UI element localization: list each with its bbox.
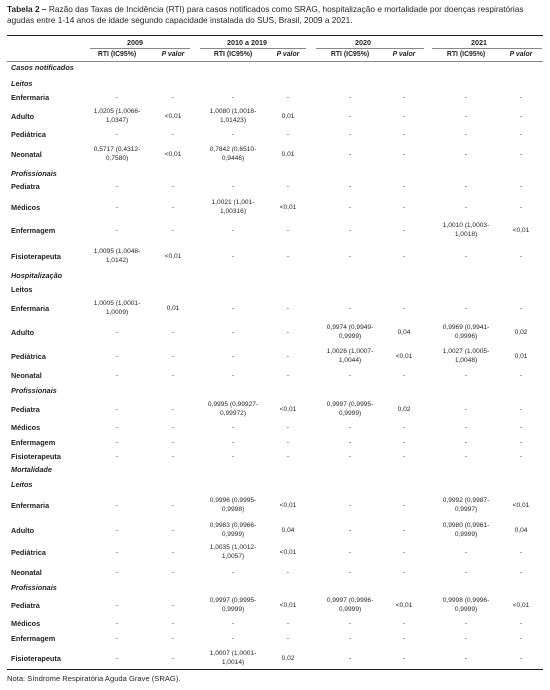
p-value-cell: 0,01 [166, 305, 180, 312]
rti-cell: - [464, 635, 468, 642]
p-value-cell: - [402, 620, 406, 627]
row-label: Enfermaria [11, 93, 50, 102]
rti-cell: - [464, 94, 468, 101]
rti-cell: 1,0035 (1,0012-1,0057) [209, 544, 257, 560]
p-value-cell: - [519, 113, 523, 120]
p-value-cell: - [171, 602, 175, 609]
year-rule-2009 [90, 48, 190, 49]
rti-cell: 0,9996 (0,9995-0,9998) [209, 497, 257, 513]
rti-cell: - [231, 227, 235, 234]
rti-cell: - [231, 453, 235, 460]
row-label: Leitos [11, 480, 33, 489]
rti-cell: 1,0010 (1,0003-1,0018) [442, 222, 490, 238]
row-label: Fisioterapeuta [11, 452, 61, 461]
p-value-cell: - [286, 569, 290, 576]
rti-cell: - [464, 253, 468, 260]
rti-cell: 0,9997 (0,9995-0,9999) [209, 597, 257, 613]
p-value-cell: - [171, 94, 175, 101]
row-label: Enfermaria [11, 304, 50, 313]
rti-cell: - [464, 204, 468, 211]
p-value-cell: - [402, 113, 406, 120]
rti-cell: - [115, 372, 119, 379]
col-header-p: P valor [276, 51, 300, 58]
row-label: Neonatal [11, 150, 42, 159]
rti-cell: - [464, 655, 468, 662]
rti-cell: 1,0005 (1,0001-1,0009) [93, 300, 141, 316]
rti-cell: - [115, 602, 119, 609]
col-header-p: P valor [161, 51, 185, 58]
rti-cell: 0,9995 (0,99927-0,99972) [207, 401, 259, 417]
row-label: Profissionais [11, 169, 57, 178]
p-value-cell: - [171, 439, 175, 446]
p-value-cell: - [286, 305, 290, 312]
rti-cell: - [115, 569, 119, 576]
p-value-cell: - [286, 227, 290, 234]
year-rule-2021 [432, 48, 542, 49]
p-value-cell: <0,01 [164, 151, 182, 158]
p-value-cell: <0,01 [279, 602, 297, 609]
p-value-cell: - [171, 453, 175, 460]
p-value-cell: - [519, 253, 523, 260]
rti-cell: - [348, 94, 352, 101]
p-value-cell: - [286, 329, 290, 336]
year-header-2010-2019: 2010 a 2019 [227, 38, 267, 47]
year-rule-2010-2019 [200, 48, 306, 49]
rti-cell: - [348, 305, 352, 312]
rti-cell: - [115, 655, 119, 662]
rti-cell: - [231, 569, 235, 576]
row-label: Médicos [11, 423, 41, 432]
p-value-cell: - [171, 424, 175, 431]
rti-cell: - [231, 183, 235, 190]
p-value-cell: 0,02 [397, 406, 411, 413]
table-caption [7, 4, 543, 26]
row-label: Enfermagem [11, 634, 56, 643]
p-value-cell: - [519, 305, 523, 312]
p-value-cell: - [286, 253, 290, 260]
p-value-cell: - [171, 655, 175, 662]
p-value-cell: - [402, 439, 406, 446]
rti-cell: - [348, 569, 352, 576]
row-label: Pediátrica [11, 352, 46, 361]
p-value-cell: - [519, 635, 523, 642]
rti-cell: - [115, 424, 119, 431]
col-header-rti: RTI (IC95%) [213, 51, 253, 58]
rti-cell: - [348, 655, 352, 662]
row-label: Leitos [11, 285, 33, 294]
rti-cell: - [115, 502, 119, 509]
rti-cell: 0,9969 (0,9941-0,9996) [442, 324, 490, 340]
rti-cell: 0,9980 (0,9961-0,9999) [442, 522, 490, 538]
year-header-2021: 2021 [471, 38, 487, 47]
rti-cell: - [464, 372, 468, 379]
rti-cell: - [115, 620, 119, 627]
p-value-cell: - [519, 453, 523, 460]
rti-cell: - [115, 439, 119, 446]
p-value-cell: - [402, 424, 406, 431]
p-value-cell: - [519, 204, 523, 211]
rti-cell: - [348, 527, 352, 534]
row-label: Adulto [11, 526, 35, 535]
col-header-rti: RTI (IC95%) [330, 51, 370, 58]
p-value-cell: - [171, 329, 175, 336]
p-value-cell: - [402, 569, 406, 576]
p-value-cell: <0,01 [512, 502, 530, 509]
caption-label: Tabela 2 – [7, 4, 47, 14]
p-value-cell: - [402, 227, 406, 234]
p-value-cell: <0,01 [279, 549, 297, 556]
rti-cell: - [115, 131, 119, 138]
rti-cell: - [464, 569, 468, 576]
table-top-rule [7, 35, 543, 36]
rti-cell: - [115, 329, 119, 336]
p-value-cell: - [286, 131, 290, 138]
row-label: Enfermagem [11, 226, 56, 235]
rti-cell: - [464, 305, 468, 312]
p-value-cell: - [519, 655, 523, 662]
p-value-cell: 0,01 [514, 353, 528, 360]
rti-cell: - [464, 131, 468, 138]
p-value-cell: - [402, 183, 406, 190]
col-header-p: P valor [392, 51, 416, 58]
p-value-cell: <0,01 [395, 602, 413, 609]
rti-cell: - [348, 424, 352, 431]
p-value-cell: - [402, 131, 406, 138]
rti-cell: - [348, 183, 352, 190]
table-bottom-rule [7, 669, 543, 670]
p-value-cell: 0,04 [514, 527, 528, 534]
col-header-rti: RTI (IC95%) [446, 51, 486, 58]
table-note: Nota: Síndrome Respiratória Aguda Grave (SRAG). [7, 674, 181, 683]
p-value-cell: 0,04 [281, 527, 295, 534]
p-value-cell: - [402, 453, 406, 460]
p-value-cell: - [519, 183, 523, 190]
p-value-cell: - [519, 151, 523, 158]
rti-cell: - [231, 372, 235, 379]
row-label: Pediatra [11, 601, 40, 610]
p-value-cell: - [286, 620, 290, 627]
p-value-cell: 0,02 [514, 329, 528, 336]
rti-cell: - [115, 94, 119, 101]
row-label: Fisioterapeuta [11, 252, 61, 261]
p-value-cell: - [402, 372, 406, 379]
row-label: Adulto [11, 112, 35, 121]
p-value-cell: <0,01 [512, 602, 530, 609]
row-label: Hospitalização [11, 271, 63, 280]
p-value-cell: - [402, 502, 406, 509]
row-label: Adulto [11, 328, 35, 337]
rti-cell: - [348, 453, 352, 460]
rti-cell: 0,7842 (0,6510-0,9446) [209, 146, 257, 162]
row-label: Profissionais [11, 583, 57, 592]
p-value-cell: <0,01 [279, 502, 297, 509]
p-value-cell: - [171, 372, 175, 379]
p-value-cell: <0,01 [164, 113, 182, 120]
p-value-cell: - [402, 549, 406, 556]
rti-cell: - [348, 620, 352, 627]
rti-cell: - [231, 253, 235, 260]
p-value-cell: - [286, 353, 290, 360]
rti-cell: - [348, 635, 352, 642]
rti-cell: - [464, 183, 468, 190]
rti-cell: - [464, 620, 468, 627]
row-label: Fisioterapeuta [11, 654, 61, 663]
p-value-cell: - [171, 635, 175, 642]
p-value-cell: - [286, 94, 290, 101]
rti-cell: - [464, 439, 468, 446]
year-header-2009: 2009 [127, 38, 143, 47]
rti-cell: - [231, 620, 235, 627]
header-bottom-rule [7, 61, 543, 62]
rti-cell: - [348, 204, 352, 211]
p-value-cell: - [171, 353, 175, 360]
p-value-cell: - [519, 406, 523, 413]
rti-cell: - [348, 372, 352, 379]
p-value-cell: - [171, 502, 175, 509]
p-value-cell: - [519, 424, 523, 431]
rti-cell: - [464, 406, 468, 413]
rti-cell: - [464, 549, 468, 556]
p-value-cell: - [171, 131, 175, 138]
p-value-cell: - [171, 620, 175, 627]
p-value-cell: - [171, 549, 175, 556]
p-value-cell: - [402, 151, 406, 158]
rti-cell: - [115, 549, 119, 556]
row-label: Neonatal [11, 371, 42, 380]
col-header-rti: RTI (IC95%) [97, 51, 137, 58]
rti-cell: - [115, 406, 119, 413]
rti-cell: - [464, 113, 468, 120]
year-header-2020: 2020 [355, 38, 371, 47]
rti-cell: - [464, 151, 468, 158]
p-value-cell: - [171, 406, 175, 413]
rti-cell: - [115, 635, 119, 642]
rti-cell: - [231, 94, 235, 101]
rti-cell: - [348, 227, 352, 234]
p-value-cell: - [286, 372, 290, 379]
row-label: Leitos [11, 79, 33, 88]
p-value-cell: - [286, 424, 290, 431]
p-value-cell: - [286, 635, 290, 642]
rti-cell: 1,0205 (1,0066-1,0347) [93, 108, 141, 124]
rti-cell: 0,9992 (0,9987-0,9997) [442, 497, 490, 513]
rti-cell: - [231, 635, 235, 642]
caption-text: Razão das Taxas de Incidência (RTI) para casos notificados como SRAG, hospitalização e mortalidade por doenças respiratórias agudas entre 1-14 anos de idade segundo capacidade instalada do SUS, Brasil, 2009 a 2021. [7, 4, 524, 25]
p-value-cell: <0,01 [164, 253, 182, 260]
rti-cell: 0,9997 (0,9996-0,9999) [326, 597, 374, 613]
p-value-cell: - [402, 305, 406, 312]
p-value-cell: - [402, 655, 406, 662]
rti-cell: - [231, 305, 235, 312]
rti-cell: - [348, 502, 352, 509]
rti-cell: 0,5717 (0,4312-0,7580) [93, 146, 141, 162]
rti-cell: - [231, 439, 235, 446]
p-value-cell: <0,01 [395, 353, 413, 360]
rti-cell: - [231, 353, 235, 360]
p-value-cell: - [402, 94, 406, 101]
p-value-cell: - [286, 453, 290, 460]
rti-cell: - [348, 113, 352, 120]
row-label: Pediatra [11, 182, 40, 191]
rti-cell: - [464, 453, 468, 460]
rti-cell: - [115, 453, 119, 460]
p-value-cell: - [402, 204, 406, 211]
row-label: Médicos [11, 619, 41, 628]
row-label: Profissionais [11, 386, 57, 395]
p-value-cell: - [402, 253, 406, 260]
p-value-cell: - [171, 183, 175, 190]
row-label: Enfermagem [11, 438, 56, 447]
rti-cell: 0,9983 (0,9966-0,9999) [209, 522, 257, 538]
p-value-cell: - [286, 439, 290, 446]
row-label: Pediátrica [11, 130, 46, 139]
p-value-cell: - [171, 569, 175, 576]
rti-cell: - [348, 131, 352, 138]
p-value-cell: - [519, 94, 523, 101]
p-value-cell: - [519, 569, 523, 576]
p-value-cell: - [519, 131, 523, 138]
p-value-cell: - [286, 183, 290, 190]
rti-cell: - [348, 439, 352, 446]
row-label: Enfermaria [11, 501, 50, 510]
row-label: Neonatal [11, 568, 42, 577]
p-value-cell: - [171, 227, 175, 234]
rti-cell: - [464, 424, 468, 431]
p-value-cell: - [519, 620, 523, 627]
p-value-cell: - [402, 527, 406, 534]
row-label: Pediátrica [11, 548, 46, 557]
rti-cell: - [231, 329, 235, 336]
row-label: Mortalidade [11, 465, 52, 474]
rti-cell: 1,0027 (1,0005-1,0048) [442, 348, 490, 364]
rti-cell: - [115, 183, 119, 190]
row-label: Pediatra [11, 405, 40, 414]
p-value-cell: 0,01 [281, 151, 295, 158]
p-value-cell: <0,01 [512, 227, 530, 234]
rti-cell: 1,0080 (1,0018-1,01423) [209, 108, 257, 124]
rti-cell: - [115, 227, 119, 234]
rti-cell: - [115, 204, 119, 211]
rti-cell: - [231, 424, 235, 431]
p-value-cell: 0,04 [397, 329, 411, 336]
p-value-cell: 0,01 [281, 113, 295, 120]
rti-cell: 1,0026 (1,0007-1,0044) [326, 348, 374, 364]
rti-cell: - [115, 353, 119, 360]
p-value-cell: <0,01 [279, 406, 297, 413]
p-value-cell: - [171, 527, 175, 534]
col-header-p: P valor [509, 51, 533, 58]
row-label: Médicos [11, 203, 41, 212]
row-label: Casos notificados [11, 63, 74, 72]
p-value-cell: 0,02 [281, 655, 295, 662]
rti-cell: - [231, 131, 235, 138]
p-value-cell: - [519, 549, 523, 556]
rti-cell: - [115, 527, 119, 534]
rti-cell: 0,9997 (0,9995-0,9999) [326, 401, 374, 417]
rti-cell: - [348, 151, 352, 158]
rti-cell: - [348, 549, 352, 556]
p-value-cell: - [171, 204, 175, 211]
rti-cell: 1,0021 (1,001-1,00316) [211, 199, 255, 215]
p-value-cell: <0,01 [279, 204, 297, 211]
rti-cell: 0,9998 (0,9996-0,9999) [442, 597, 490, 613]
p-value-cell: - [519, 439, 523, 446]
rti-cell: 1,0007 (1,0001-1,0014) [209, 650, 257, 666]
rti-cell: 1,0095 (1,0048-1,0142) [93, 248, 141, 264]
p-value-cell: - [519, 372, 523, 379]
rti-cell: - [348, 253, 352, 260]
p-value-cell: - [402, 635, 406, 642]
rti-cell: 0,9974 (0,9949-0,9999) [326, 324, 374, 340]
year-rule-2020 [316, 48, 424, 49]
